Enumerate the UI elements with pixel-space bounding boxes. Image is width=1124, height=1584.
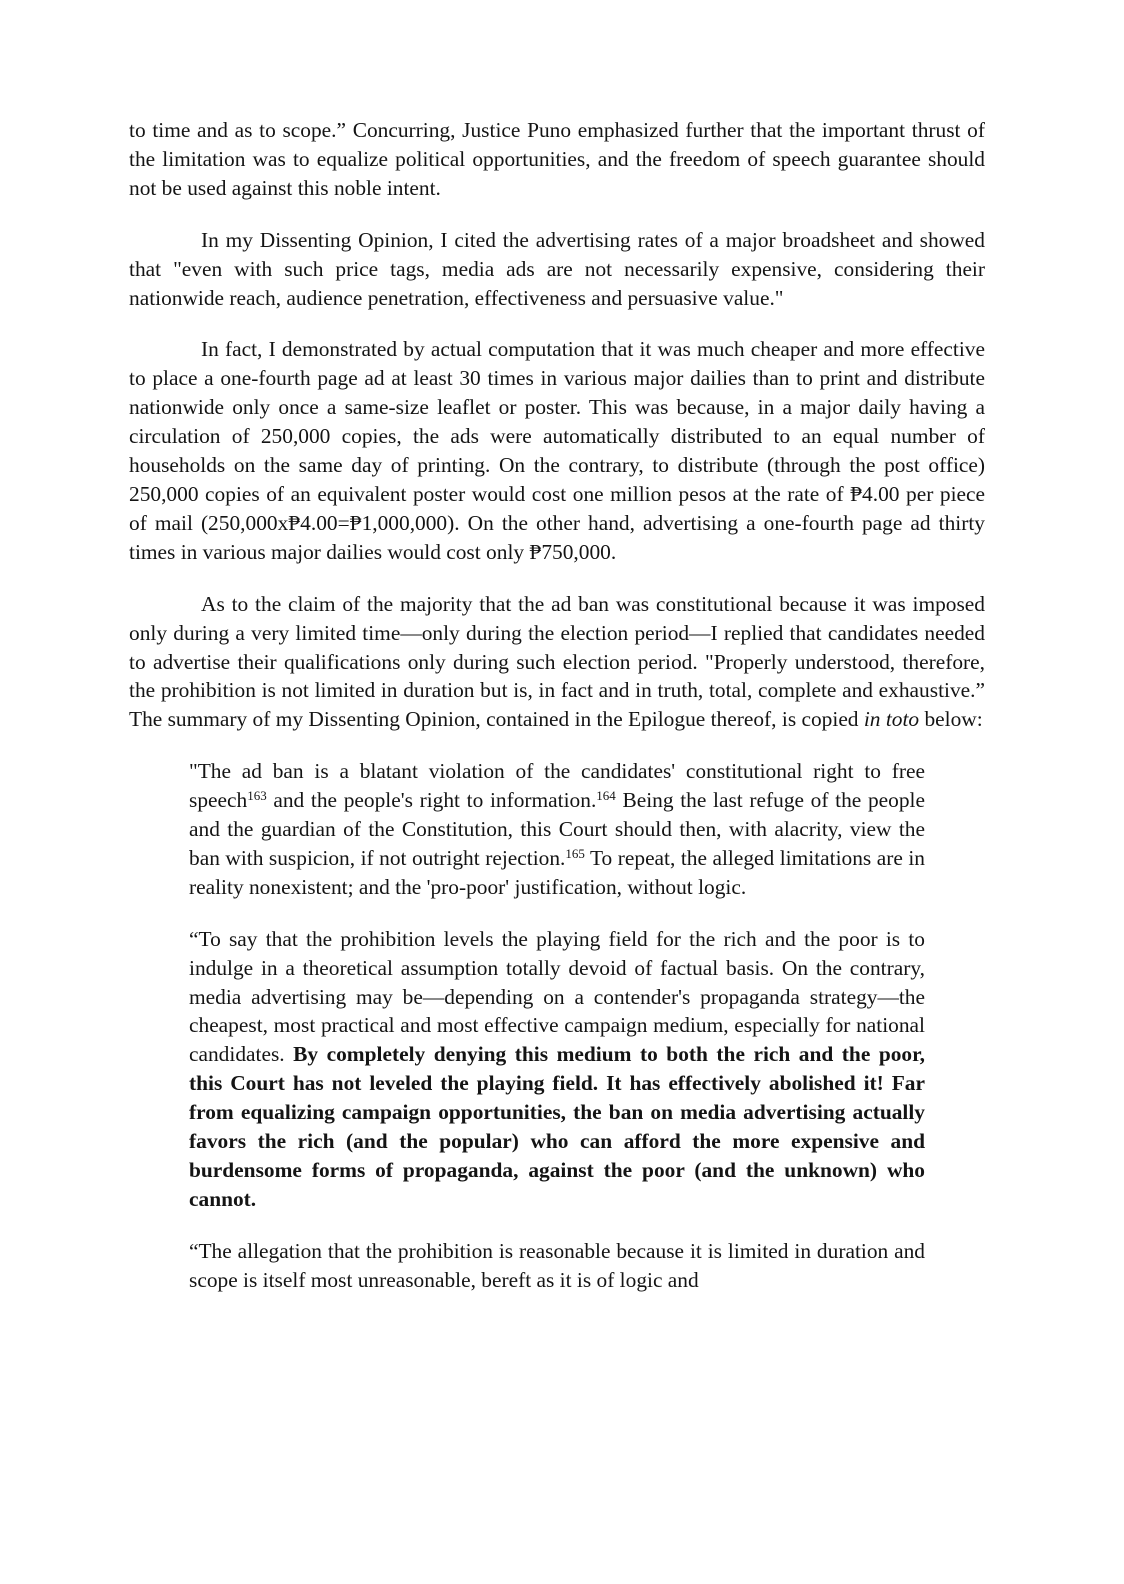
italic-text: in toto bbox=[863, 707, 920, 732]
paragraph-limited-time bbox=[129, 590, 985, 735]
text-run: and the people's right to information. bbox=[266, 788, 597, 813]
text-run: To repeat, the alleged limitations are in reality nonexistent; and the 'pro-poor' justification, without logic. bbox=[189, 845, 925, 899]
bold-text: By completely denying this medium to both the rich and the poor, this Court has not leveled the playing field. It has effectively abolished it! Far from equalizing campaign opportunities, the ban on media advertising actually favors the rich (and the popular) who can afford the more expensive and burdensome forms of propaganda, against the poor (and the unknown) who cannot. bbox=[189, 1042, 925, 1211]
block-quote-reasonable: “The allegation that the prohibition is reasonable because it is limited in duration and scope is itself most unreasonable, bereft as it is of logic and bbox=[189, 1238, 925, 1292]
paragraph-computation: In fact, I demonstrated by actual computation that it was much cheaper and more effective to place a one-fourth page ad at least 30 times in various major dailies than to print and distribute nationwide only once a same-size leaflet or poster. This was because, in a major daily having a circulation of 250,000 copies, the ads were automatically distributed to an equal number of households on the same day of printing. On the contrary, to distribute (through the post office) 250,000 copies of an equivalent poster would cost one million pesos at the rate of ₱4.00 per piece of mail (250,000x₱4.00=₱1,000,000). On the other hand, advertising a one-fourth page ad thirty times in various major dailies would cost only ₱750,000. bbox=[129, 337, 985, 564]
footnote-ref: 164 bbox=[596, 788, 616, 804]
text-run: As to the claim of the majority that the ad ban was constitutional because it was imposed only during a very limited time—only during the election period—I replied that candidates needed to advertise their qualifications only during such election period. "Properly understood, therefore, the prohibition is not limited in duration but is, in fact and in truth, total, complete and exhaustive.” The summary of my Dissenting Opinion, contained in the Epilogue thereof, is copied bbox=[129, 591, 985, 732]
block-quote-playing-field bbox=[189, 925, 925, 1214]
paragraph-dissenting-opinion: In my Dissenting Opinion, I cited the advertising rates of a major broadsheet and showed that "even with such price tags, media ads are not necessarily expensive, considering their nationwide reach, audience penetration, effectiveness and persuasive value." bbox=[129, 227, 985, 310]
text-run: below: bbox=[919, 707, 983, 732]
footnote-ref: 163 bbox=[247, 788, 267, 804]
text-run: "The ad ban is a blatant violation of the candidates' constitutional right to free speech bbox=[189, 759, 925, 813]
document-page bbox=[129, 116, 985, 1295]
text-run: “To say that the prohibition levels the playing field for the rich and the poor is to indulge in a theoretical assumption totally devoid of factual basis. On the contrary, media advertising may be—depending on a contender's propaganda strategy—the cheapest, most practical and most effective campaign medium, especially for national candidates. bbox=[189, 926, 925, 1067]
block-quote-ad-ban bbox=[189, 757, 925, 902]
paragraph-continuation: to time and as to scope.” Concurring, Justice Puno emphasized further that the important thrust of the limitation was to equalize political opportunities, and the freedom of speech guarantee should not be used against this noble intent. bbox=[129, 118, 985, 200]
text-run: Being the last refuge of the people and the guardian of the Constitution, this Court should then, with alacrity, view the ban with suspicion, if not outright rejection. bbox=[189, 788, 925, 870]
footnote-ref: 165 bbox=[565, 845, 585, 861]
